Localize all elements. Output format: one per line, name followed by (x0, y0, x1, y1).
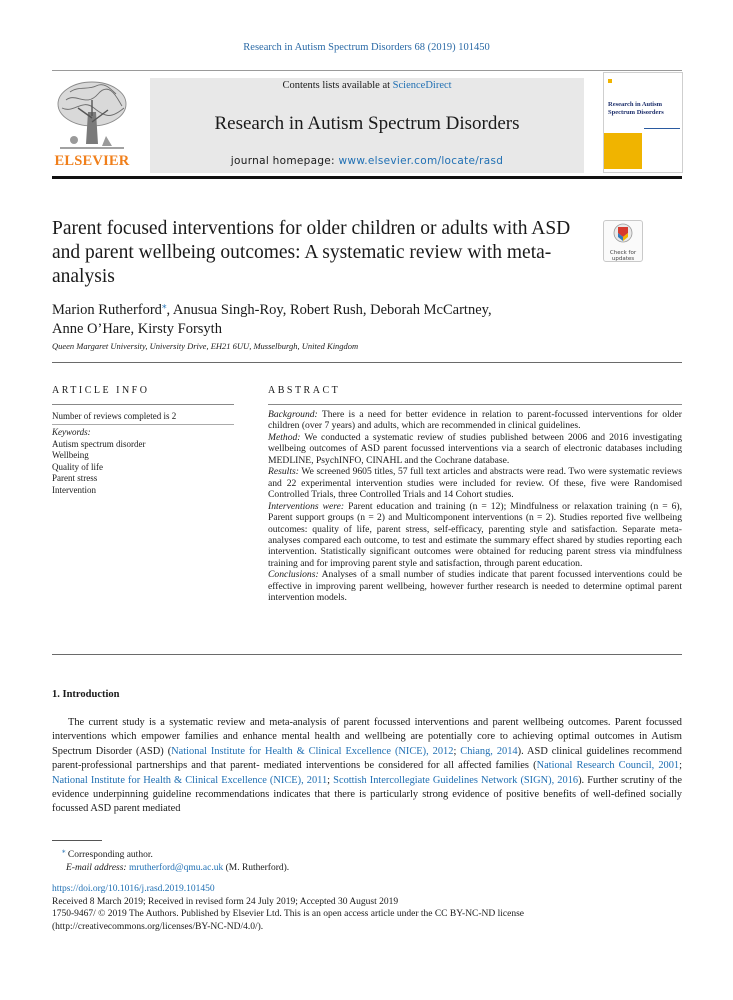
section-rule (52, 362, 682, 363)
license-line: 1750-9467/ © 2019 The Authors. Published by Elsevier Ltd. This is an open access article under the CC BY-NC-ND license (52, 909, 525, 919)
contents-available-line (150, 80, 584, 91)
publication-info (52, 883, 672, 933)
abstract-label: Results: (268, 466, 299, 478)
abstract-text: We conducted a systematic review of studies published between 2006 and 2016 investigating wellbeing outcomes of ASD parent focussed interventions via a search of electronic databases including MEDLINE, PsychINFO, CINAHL and the Cochrane database. (268, 431, 682, 466)
intro-text: The current study is a systematic review and meta-analysis of parent focussed interventions and parent wellbeing outcomes. Parent focussed interventions which empower families and enhance mental health and wellbeing are potentially core to achieving optimal outcomes in Autism Spectrum Disorder (ASD) ( (52, 717, 682, 757)
doi-link[interactable]: https://doi.org/10.1016/j.rasd.2019.101450 (52, 884, 215, 894)
license-url[interactable]: (http://creativecommons.org/licenses/BY-NC-ND/4.0/). (52, 921, 264, 932)
keywords-block (52, 427, 242, 497)
intro-text: ; (679, 760, 682, 772)
abstract-label: Method: (268, 431, 301, 443)
reviews-note: Number of reviews completed is 2 (52, 411, 177, 421)
intro-text: ). ASD clinical guidelines recommend parent-professional partnerships and that parent- mediated interventions be considered for all affected families ( (52, 745, 682, 772)
intro-text: ; (327, 774, 334, 786)
abstract-body (268, 409, 682, 604)
keyword-item[interactable]: Autism spectrum disorder (52, 438, 146, 449)
citation-link[interactable]: Chiang, 2014 (460, 745, 518, 757)
journal-cover-thumbnail[interactable] (603, 72, 683, 173)
corresponding-author-mark[interactable]: ⁎ (62, 847, 66, 855)
journal-homepage-line (150, 155, 584, 167)
author-list (52, 296, 612, 339)
abstract-label: Interventions were: (268, 500, 345, 512)
abstract-background (268, 409, 682, 432)
email-suffix: (M. Rutherford). (223, 862, 290, 873)
header-bottom-rule (52, 176, 682, 179)
corresponding-author-text: Corresponding author. (65, 850, 153, 861)
elsevier-wordmark: ELSEVIER (54, 153, 130, 169)
cover-yellow-band (604, 133, 642, 169)
abstract-text: There is a need for better evidence in relation to parent-focussed interventions for older children (over 7 years) and adults, which are recommended in clinical guidelines. (268, 409, 682, 432)
keyword-item[interactable]: Intervention (52, 484, 96, 495)
crossmark-label: Check for updates (609, 250, 637, 262)
intro-text: ). Further scrutiny of the evidence underpinning guideline recommendations indicates that there is particularly strong evidence of positive benefits of well-defined socially focussed ASD parent mediated (52, 774, 682, 815)
footnote-rule (52, 840, 102, 841)
abstract-method (268, 432, 682, 466)
abstract-results (268, 466, 682, 500)
check-for-updates-badge[interactable] (603, 220, 643, 262)
author-name[interactable]: Marion Rutherford (52, 301, 162, 318)
abstract-conclusions (268, 569, 682, 603)
cover-title: Research in Autism Spectrum Disorders (608, 101, 664, 116)
footnote (52, 845, 672, 874)
cover-divider (644, 128, 680, 129)
abstract-text: Analyses of a small number of studies indicate that parent focussed interventions could be effective in improving parent wellbeing, however further research is needed to determine optimal parent intervention models. (268, 569, 682, 604)
email-link[interactable]: mrutherford@qmu.ac.uk (128, 862, 224, 873)
abstract-rule (268, 404, 682, 405)
citation-link[interactable]: National Institute for Health & Clinical Excellence (NICE), 2011 (52, 774, 328, 786)
article-info-divider (52, 424, 234, 425)
abstract-text: We screened 9605 titles, 57 full text articles and abstracts were read. Two were systematic reviews and 22 experimental intervention studies were included for review. Of these, five were Randomised Controlled Trials, three Controlled Trials and 14 Cohort studies. (268, 466, 682, 501)
journal-homepage-link[interactable]: www.elsevier.com/locate/rasd (338, 155, 504, 167)
introduction-paragraph (52, 716, 682, 817)
article-info-heading: ARTICLE INFO (52, 385, 150, 396)
elsevier-tree-icon (52, 78, 132, 152)
abstract-heading: ABSTRACT (268, 385, 341, 396)
citation-link[interactable]: National Research Council, 2001 (536, 760, 680, 772)
citation-link[interactable]: Scottish Intercollegiate Guidelines Network (SIGN), 2016 (333, 774, 579, 786)
abstract-label: Background: (268, 409, 318, 420)
article-title: Parent focused interventions for older children or adults with ASD and parent wellbeing outcomes: A systematic review with meta-analysis (52, 218, 571, 287)
abstract-interventions (268, 501, 682, 570)
sciencedirect-link[interactable]: ScienceDirect (392, 80, 452, 91)
contents-prefix: Contents lists available at (282, 80, 393, 91)
author-names-line2[interactable]: Anne O’Hare, Kirsty Forsyth (52, 320, 222, 337)
journal-title: Research in Autism Spectrum Disorders (214, 113, 520, 134)
keywords-label: Keywords: (52, 427, 91, 437)
corresponding-author-mark[interactable]: ⁎ (161, 300, 167, 310)
journal-reference-link[interactable]: Research in Autism Spectrum Disorders 68 (2019) 101450 (243, 42, 490, 53)
author-affiliation: Queen Margaret University, University Drive, EH21 6UU, Musselburgh, United Kingdom (52, 341, 359, 351)
article-info-rule (52, 404, 234, 405)
crossmark-icon (604, 221, 642, 245)
introduction-heading: 1. Introduction (52, 689, 120, 700)
abstract-label: Conclusions: (268, 569, 319, 581)
citation-link[interactable]: National Institute for Health & Clinical Excellence (NICE), 2012 (171, 745, 454, 757)
corresponding-author-note (52, 845, 672, 862)
intro-text: ; (453, 745, 461, 757)
email-label: E-mail address: (66, 862, 127, 873)
keyword-item[interactable]: Quality of life (52, 461, 103, 472)
homepage-prefix: journal homepage: (230, 155, 339, 167)
keyword-item[interactable]: Wellbeing (52, 450, 89, 461)
cover-mark (608, 79, 612, 83)
section-rule (52, 654, 682, 655)
header-top-rule (52, 70, 682, 71)
abstract-text: Parent education and training (n = 12); Mindfulness or relaxation training (n = 6), Parent support groups (n = 2) and Multicomponent interventions (n = 2). Studies reported five wellbeing outcomes: quality of life, parent stress, self-efficacy, parenting style and satisfaction. Separate meta-analyses compared each outcome, to test and estimate the summary effect shared by studies reporting each intervention. Statistically significant outcomes were obtained for reducing parent stress via mindfulness training and for improving parent style and satisfaction, through parent education. (268, 500, 682, 569)
publication-history: Received 8 March 2019; Received in revised form 24 July 2019; Accepted 30 August 2019 (52, 896, 399, 907)
keyword-item[interactable]: Parent stress (52, 473, 98, 484)
author-names-rest[interactable]: , Anusua Singh-Roy, Robert Rush, Deborah McCartney, (166, 301, 492, 318)
email-note (52, 862, 672, 875)
